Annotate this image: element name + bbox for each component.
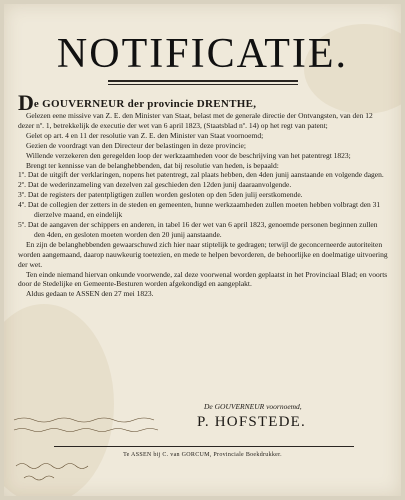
list-item: 3º. Dat de registers der patentpligtigen zullen worden gesloten op den 5den julij eerstkomende. [18, 190, 303, 200]
signature-name: P. HOFSTEDE. [197, 414, 306, 430]
paragraph: Gelet op art. 4 en 11 der resolutie van Z. E. den Minister van Staat voornoemd; [26, 130, 264, 140]
governor-heading-text: e GOUVERNEUR der provincie DRENTHE, [33, 98, 257, 110]
title-rule [108, 80, 298, 82]
notice-body [18, 90, 388, 299]
closing-paragraph: En zijn de belanghebbenden gewaarschuwd zich hier naar stiptelijk te gedragen; terwijl de geconcerneerde autoriteiten worden aangemaand, daarop nauwkeurig toetezien, en mede te helpen bevorderen, de behoorlijke en doelmatige uitvoering der wet. [18, 239, 388, 269]
drop-cap: D [18, 90, 34, 115]
paragraph: Brengt ter kennisse van de belanghebbenden, dat bij resolutie van heden, is bepaald: [26, 160, 279, 170]
paragraph: Willende verzekeren den geregelden loop der werkzaamheden voor de beschrijving van het patentregt 1823; [26, 150, 351, 160]
footer-rule [54, 446, 354, 447]
list-item: 4º. Dat de collegien der zetters in de steden en gemeenten, hunne werkzaamheden zullen moeten hebben volbragt den 31 dierzelve maand, en eindelijk [18, 200, 381, 220]
notice-sheet [4, 4, 401, 496]
paragraph: Gezien de voordragt van den Directeur der belastingen in deze provincie; [26, 140, 246, 150]
signature-role: De GOUVERNEUR voornoemd, [204, 402, 302, 411]
closing-paragraph: Aldus gedaan te ASSEN den 27 mei 1823. [26, 289, 154, 299]
governor-heading [18, 90, 388, 115]
handwritten-annotation [12, 404, 192, 484]
notice-title: NOTIFICATIE. [56, 31, 349, 77]
list-item: 1º. Dat de uitgift der verklaringen, nopens het patentregt, zal plaats hebben, den 4den junij aanstaande en volgende dagen. [18, 170, 384, 180]
paragraph: Gelezen eene missive van Z. E. den Minister van Staat, belast met de generale directie der Ontvangsten, van den 12 dezer nº. 1, betrekkelijk de executie der wet van 6 april 1823, (Staatsblad nº. 14) op het regt van patent; [18, 111, 373, 130]
title-rule [108, 84, 298, 85]
printer-line: Te ASSEN bij C. van GORCUM, Provinciale Boekdrukker. [123, 452, 282, 458]
closing-paragraph: Ten einde niemand hiervan onkunde voorwende, zal deze voorwenal worden geplaatst in het Provinciaal Blad; en voorts door de Stedelijke en Gemeente-Besturen worden afgekondigd en aangeplakt. [18, 269, 388, 289]
list-item: 2º. Dat de wederinzameling van dezelven zal geschieden den 12den junij daaraanvolgende. [18, 180, 292, 190]
list-item: 5º. Dat de aangaven der schippers en anderen, in tabel 16 der wet van 6 april 1823, genoemde personen beginnen zullen den 4den, en gesloten moeten worden den 20 junij aanstaande. [18, 219, 378, 239]
